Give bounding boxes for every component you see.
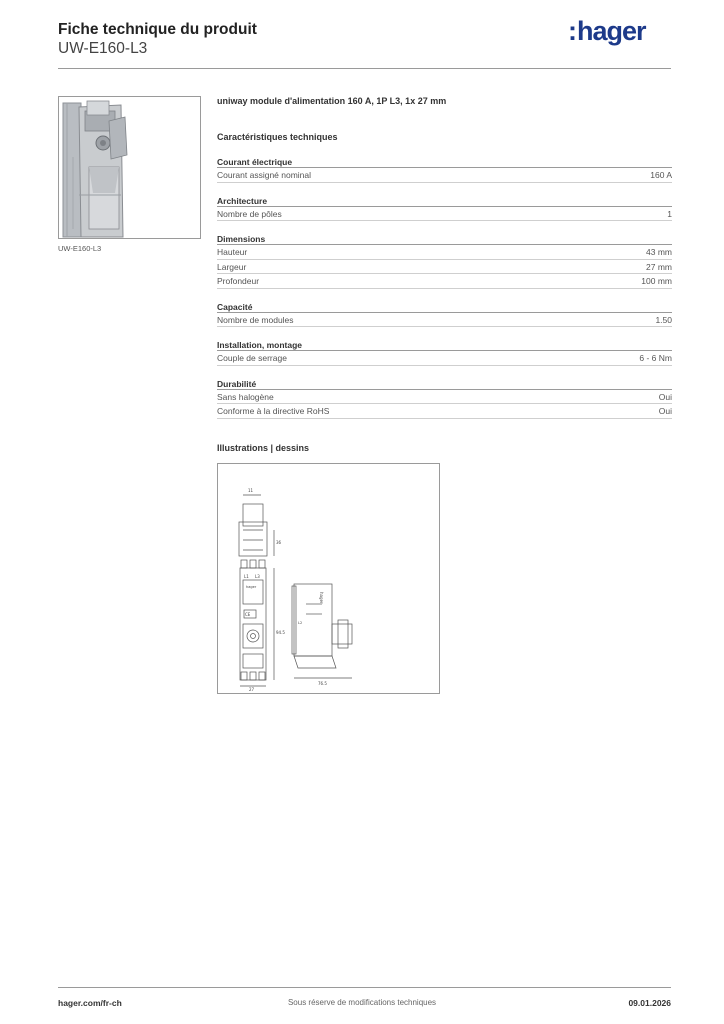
spec-label: Largeur bbox=[217, 261, 247, 272]
dim-side-b-label: 94.5 bbox=[276, 630, 285, 635]
dim-top-label: 11 bbox=[248, 488, 254, 493]
page-title: Fiche technique du produit bbox=[58, 21, 257, 38]
technical-content bbox=[217, 96, 672, 419]
specs-section-title: Caractéristiques techniques bbox=[217, 132, 338, 142]
spec-value: 6 - 6 Nm bbox=[639, 353, 672, 363]
spec-value: 100 mm bbox=[641, 276, 672, 286]
spec-group-title: Durabilité bbox=[217, 378, 672, 390]
spec-row bbox=[217, 245, 672, 260]
spec-row bbox=[217, 207, 672, 222]
product-reference: UW-E160-L3 bbox=[58, 40, 148, 57]
dim-width-label: 27 bbox=[249, 687, 255, 692]
spec-group-architecture bbox=[217, 195, 672, 222]
label-brand-side: hager bbox=[319, 592, 324, 604]
spec-value: 43 mm bbox=[646, 247, 672, 257]
illustrations-title: Illustrations | dessins bbox=[217, 443, 310, 453]
hager-logo bbox=[568, 16, 646, 47]
spec-group-durability bbox=[217, 378, 672, 419]
spec-label: Sans halogène bbox=[217, 391, 274, 402]
spec-row bbox=[217, 168, 672, 183]
spec-group-title: Capacité bbox=[217, 301, 672, 313]
dim-side-a-label: 36 bbox=[276, 540, 282, 545]
spec-row bbox=[217, 351, 672, 366]
label-brand: hager bbox=[246, 585, 257, 589]
spec-group-title: Courant électrique bbox=[217, 156, 672, 168]
spec-group-installation bbox=[217, 339, 672, 366]
spec-value: Oui bbox=[658, 406, 672, 416]
spec-group-dimensions bbox=[217, 233, 672, 289]
spec-value: 1 bbox=[667, 208, 672, 219]
technical-drawing bbox=[217, 463, 440, 694]
header-divider bbox=[58, 68, 671, 69]
footer-disclaimer: Sous réserve de modifications techniques bbox=[287, 998, 437, 1007]
label-l2: L2 bbox=[298, 621, 303, 625]
label-ce: CE bbox=[245, 612, 251, 617]
spec-value: 1.50 bbox=[655, 314, 672, 325]
spec-group-title: Architecture bbox=[217, 195, 672, 207]
spec-row bbox=[217, 390, 672, 405]
product-photo bbox=[58, 96, 201, 239]
spec-label: Nombre de modules bbox=[217, 314, 294, 325]
dim-depth-label: 76.5 bbox=[318, 681, 327, 686]
spec-label: Couple de serrage bbox=[217, 353, 287, 363]
spec-label: Conforme à la directive RoHS bbox=[217, 406, 330, 416]
spec-label: Courant assigné nominal bbox=[217, 170, 312, 180]
spec-label: Profondeur bbox=[217, 276, 260, 286]
logo-dots-icon: : bbox=[568, 16, 577, 46]
spec-label: Hauteur bbox=[217, 247, 248, 257]
spec-row bbox=[217, 260, 672, 275]
spec-row bbox=[217, 404, 672, 419]
photo-caption: UW-E160-L3 bbox=[58, 244, 102, 253]
label-l1: L1 bbox=[244, 574, 249, 579]
logo-text: hager bbox=[577, 16, 646, 46]
footer-divider bbox=[58, 987, 671, 988]
technical-drawing-image bbox=[218, 464, 439, 693]
product-photo-image bbox=[59, 97, 201, 239]
spec-value: Oui bbox=[658, 391, 672, 402]
spec-row bbox=[217, 313, 672, 328]
spec-group-capacity bbox=[217, 301, 672, 328]
spec-group-current bbox=[217, 156, 672, 183]
spec-value: 160 A bbox=[650, 170, 672, 180]
footer-date: 09.01.2026 bbox=[628, 998, 671, 1008]
spec-label: Nombre de pôles bbox=[217, 208, 282, 219]
spec-value: 27 mm bbox=[646, 261, 672, 272]
spec-group-title: Dimensions bbox=[217, 233, 672, 245]
spec-group-title: Installation, montage bbox=[217, 339, 672, 351]
label-l3: L3 bbox=[255, 574, 260, 579]
product-description: uniway module d'alimentation 160 A, 1P L3, 1x 27 mm bbox=[217, 96, 447, 106]
spec-row bbox=[217, 274, 672, 289]
footer-website: hager.com/fr-ch bbox=[58, 998, 122, 1008]
